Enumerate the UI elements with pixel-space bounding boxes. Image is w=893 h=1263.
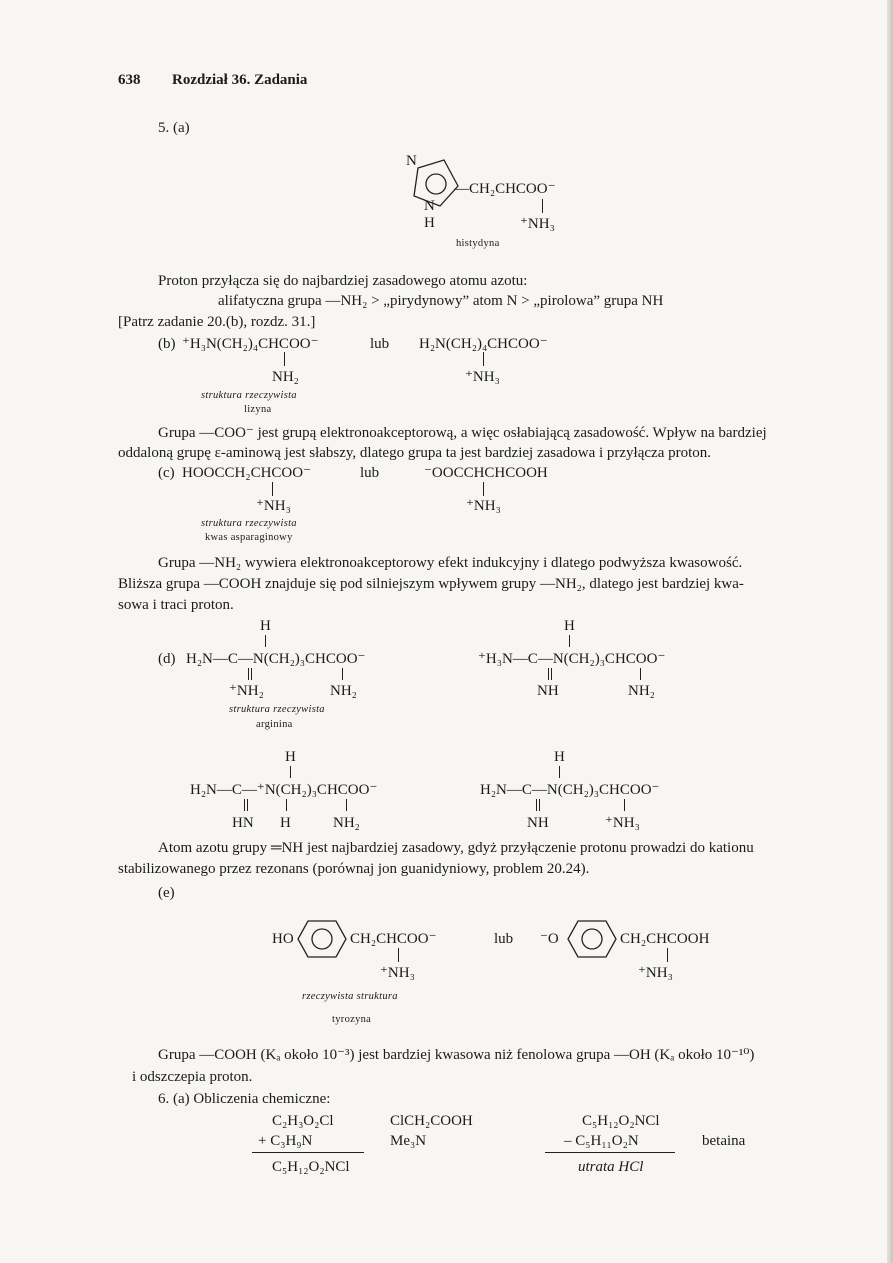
bond-line <box>536 799 537 811</box>
calc-col1-row2: + C₃H₉N <box>258 1133 313 1149</box>
arginine-f2-sub1: NH <box>537 683 559 699</box>
bond-line <box>251 668 252 680</box>
histidine-chain: —CH₂CHCOO⁻ <box>454 181 556 197</box>
bond-line <box>265 635 266 647</box>
paragraph-basicity-order: alifatyczna grupa —NH₂ > „pirydynowy” atom N > „pirolowa” grupa NH <box>218 293 664 309</box>
bond-line <box>569 635 570 647</box>
bond-line <box>272 482 273 496</box>
arginine-f3-sub1: HN <box>232 815 254 831</box>
problem-5a-label: 5. (a) <box>158 120 190 136</box>
aspartic-right-formula: ⁻OOCCHCHCOOH <box>424 465 548 481</box>
tyrosine-right-sub: ⁺NH₃ <box>638 965 673 981</box>
aspartic-caption-1: struktura rzeczywista <box>201 518 297 529</box>
lysine-caption-2: lizyna <box>244 404 272 415</box>
bond-line <box>483 352 484 366</box>
tyrosine-caption-2: tyrozyna <box>332 1014 372 1025</box>
bond-line <box>342 668 343 680</box>
lysine-right-sub: ⁺NH₃ <box>465 369 500 385</box>
bond-line <box>559 766 560 778</box>
bond-line <box>284 352 285 366</box>
bond-line <box>548 668 549 680</box>
bond-line <box>542 199 543 213</box>
calc-col1-row3: C₅H₁₂O₂NCl <box>272 1159 350 1175</box>
paragraph-cooh-2: i odszczepia proton. <box>132 1069 253 1085</box>
tyrosine-left-sub: ⁺NH₃ <box>380 965 415 981</box>
aspartic-left-sub: ⁺NH₃ <box>256 498 291 514</box>
arginine-f2-sub2: NH₂ <box>628 683 655 699</box>
calc-col3-row1: C₅H₁₂O₂NCl <box>582 1113 660 1129</box>
histidine-ring-n-bottom: N <box>424 198 435 214</box>
arginine-f1-h: H <box>260 618 271 634</box>
tyrosine-right-prefix: ⁻O <box>540 931 559 947</box>
bond-line <box>624 799 625 811</box>
paragraph-nh2-1: Grupa —NH₂ wywiera elektronoakceptorowy efekt indukcyjny i dlatego podwyższa kwasowość. <box>158 555 743 571</box>
paragraph-nh2-2: Bliższa grupa —COOH znajduje się pod silniejszym wpływem grupy —NH₂, dlatego jest bardziej kwa- <box>118 576 744 592</box>
aspartic-or: lub <box>360 465 380 481</box>
histidine-ring-h: H <box>424 215 435 231</box>
paragraph-nh2-3: sowa i traci proton. <box>118 597 234 613</box>
aspartic-right-sub: ⁺NH₃ <box>466 498 501 514</box>
benzene-ring-icon <box>296 918 348 960</box>
bond-line <box>551 668 552 680</box>
arginine-f4-sub1: NH <box>527 815 549 831</box>
bond-line <box>290 766 291 778</box>
sum-line <box>252 1152 364 1153</box>
benzene-ring-icon <box>566 918 618 960</box>
bond-line <box>247 799 248 811</box>
problem-5d-label: (d) <box>158 651 176 667</box>
bond-line <box>483 482 484 496</box>
paragraph-coo-1: Grupa —COO⁻ jest grupą elektronoakceptorową, a więc osłabiającą zasadowość. Wpływ na bardziej <box>158 425 767 441</box>
paragraph-nh-2: stabilizowanego przez rezonans (porównaj jon guanidyniowy, problem 20.24). <box>118 861 590 877</box>
histidine-nh3: ⁺NH₃ <box>520 216 555 232</box>
chapter-title: Rozdział 36. Zadania <box>172 72 308 88</box>
difference-line <box>545 1152 675 1153</box>
bond-line <box>248 668 249 680</box>
lysine-caption-1: struktura rzeczywista <box>201 390 297 401</box>
calc-col2-row2: Me₃N <box>390 1133 427 1149</box>
bond-line <box>398 948 399 962</box>
arginine-f1-main: H₂N—C—N(CH₂)₃CHCOO⁻ <box>186 651 366 667</box>
tyrosine-caption-1: rzeczywista struktura <box>302 991 398 1002</box>
paragraph-cooh-1: Grupa —COOH (Kₐ około 10⁻³) jest bardziej kwasowa niż fenolowa grupa —OH (Kₐ około 10⁻¹⁰) <box>158 1047 755 1063</box>
aspartic-left-formula: HOOCCH₂CHCOO⁻ <box>182 465 311 481</box>
paragraph-nh-1: Atom azotu grupy ═NH jest najbardziej zasadowy, gdyż przyłączenie protonu prowadzi do kationu <box>158 840 754 856</box>
aspartic-caption-2: kwas asparaginowy <box>205 532 293 543</box>
bond-line <box>640 668 641 680</box>
arginine-f3-h: H <box>285 749 296 765</box>
arginine-f4-main: H₂N—C—N(CH₂)₃CHCOO⁻ <box>480 782 660 798</box>
tyrosine-right-chain: CH₂CHCOOH <box>620 931 710 947</box>
tyrosine-left-prefix: HO <box>272 931 294 947</box>
bond-line <box>539 799 540 811</box>
page-edge-shadow <box>887 0 893 1263</box>
page-number: 638 <box>118 72 141 88</box>
problem-6a-label: 6. (a) Obliczenia chemiczne: <box>158 1091 331 1107</box>
bond-line <box>286 799 287 811</box>
paragraph-coo-2: oddaloną grupę ε-aminową jest słabszy, dlatego grupa ta jest bardziej zasadowa i przyłącza proton. <box>118 445 712 461</box>
calc-col3-row3: utrata HCl <box>578 1159 644 1175</box>
arginine-f3-sub2: H <box>280 815 291 831</box>
arginine-f4-h: H <box>554 749 565 765</box>
bond-line <box>346 799 347 811</box>
tyrosine-or: lub <box>494 931 514 947</box>
problem-5e-label: (e) <box>158 885 175 901</box>
arginine-caption-2: arginina <box>256 719 293 730</box>
histidine-caption: histydyna <box>456 238 500 249</box>
bond-line <box>244 799 245 811</box>
problem-5b-label: (b) <box>158 336 176 352</box>
calc-col2-row1: ClCH₂COOH <box>390 1113 473 1129</box>
arginine-caption-1: struktura rzeczywista <box>229 704 325 715</box>
arginine-f1-sub2: NH₂ <box>330 683 357 699</box>
lysine-or: lub <box>370 336 390 352</box>
paragraph-proton: Proton przyłącza się do najbardziej zasadowego atomu azotu: <box>158 273 528 289</box>
arginine-f1-sub1: ⁺NH₂ <box>229 683 264 699</box>
arginine-f3-sub3: NH₂ <box>333 815 360 831</box>
arginine-f2-h: H <box>564 618 575 634</box>
arginine-f4-sub2: ⁺NH₃ <box>605 815 640 831</box>
problem-5c-label: (c) <box>158 465 175 481</box>
arginine-f3-main: H₂N—C—⁺N(CH₂)₃CHCOO⁻ <box>190 782 378 798</box>
calc-col1-row1: C₂H₃O₂Cl <box>272 1113 334 1129</box>
lysine-left-sub: NH₂ <box>272 369 299 385</box>
bond-line <box>667 948 668 962</box>
arginine-f2-main: ⁺H₃N—C—N(CH₂)₃CHCOO⁻ <box>478 651 666 667</box>
lysine-left-formula: ⁺H₃N(CH₂)₄CHCOO⁻ <box>182 336 319 352</box>
lysine-right-formula: H₂N(CH₂)₄CHCOO⁻ <box>419 336 548 352</box>
histidine-ring-n-top: N <box>406 153 417 169</box>
calc-col4-betaina: betaina <box>702 1133 746 1149</box>
calc-col3-row2: – C₅H₁₁O₂N <box>564 1133 639 1149</box>
tyrosine-left-chain: CH₂CHCOO⁻ <box>350 931 437 947</box>
paragraph-reference: [Patrz zadanie 20.(b), rozdz. 31.] <box>118 314 316 330</box>
